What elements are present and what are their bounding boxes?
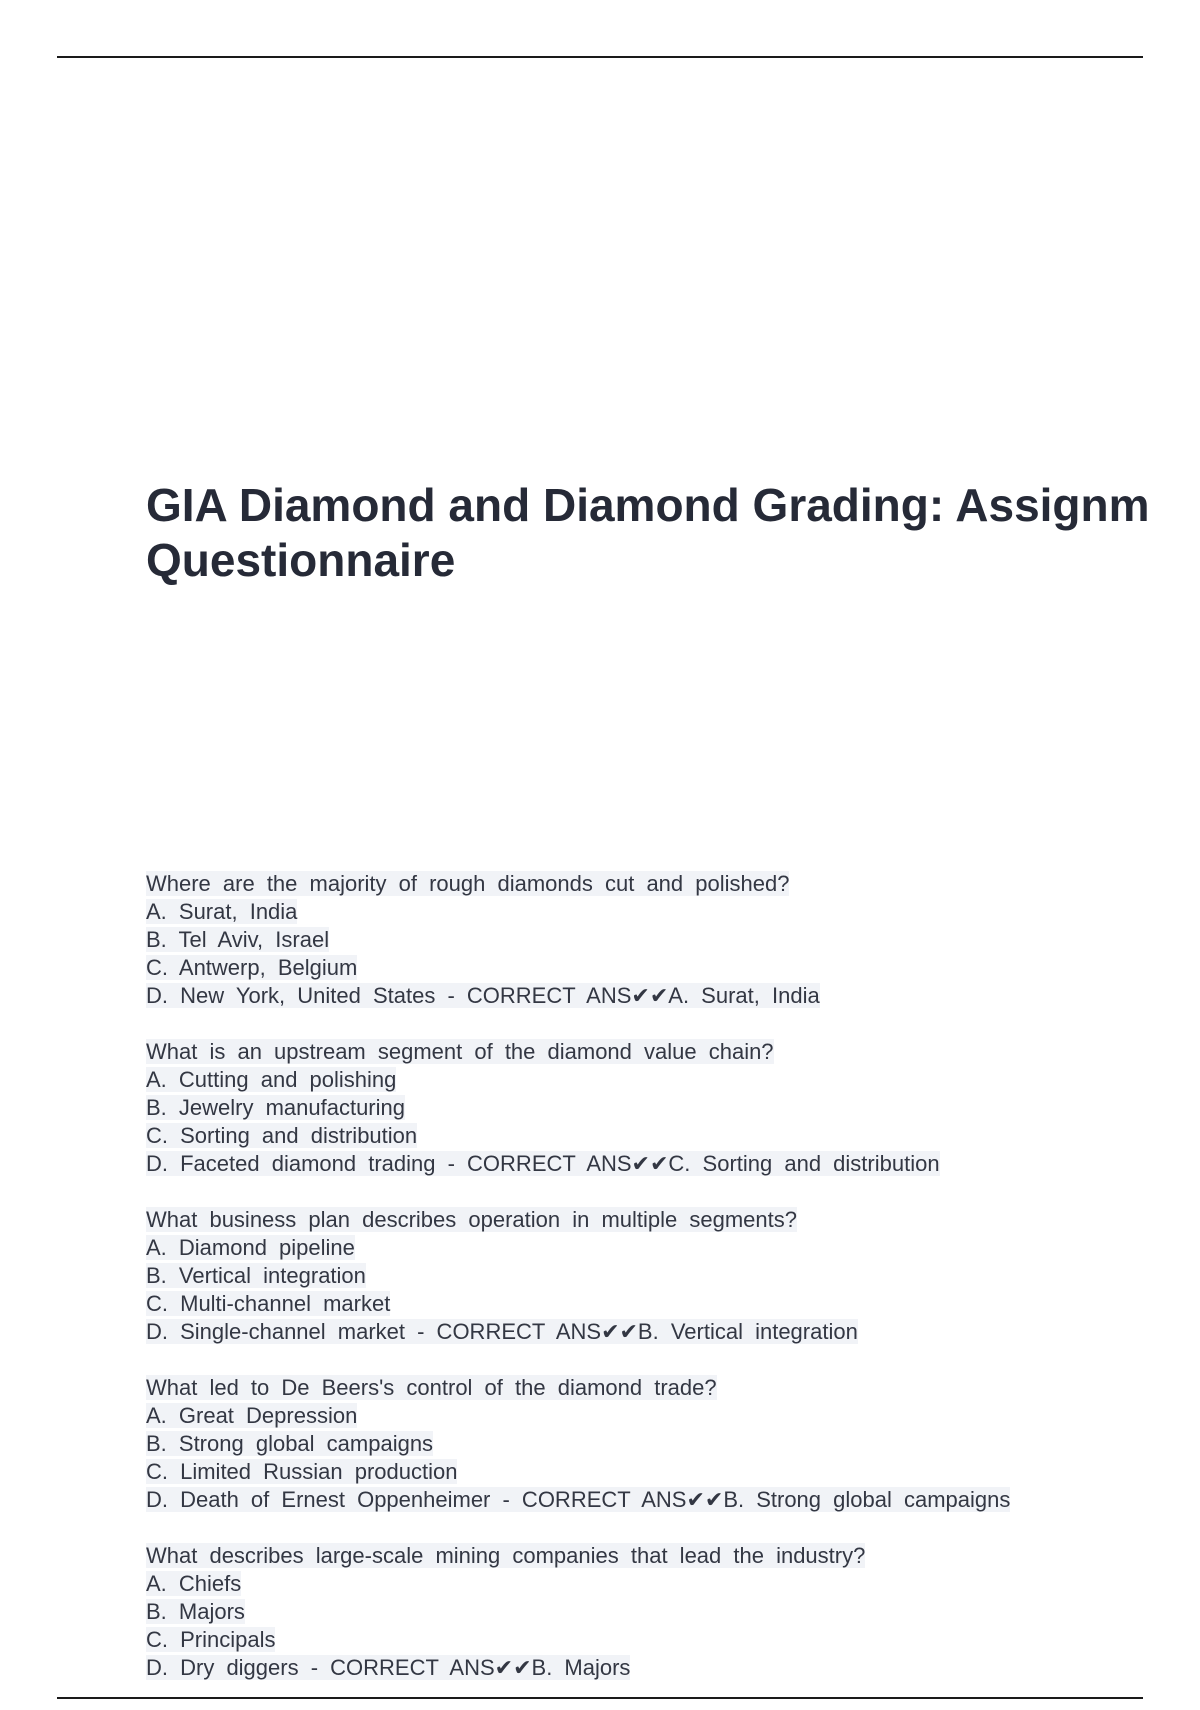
question-block-3 (146, 1206, 1146, 1346)
question-block-4 (146, 1374, 1146, 1514)
question-list (146, 870, 1146, 1710)
answer-option-c: C. Multi-channel market (146, 1291, 391, 1316)
question-text: What business plan describes operation in multiple segments? (146, 1207, 797, 1232)
answer-option-d-correct: D. Death of Ernest Oppenheimer - CORRECT ANS✔✔B. Strong global campaigns (146, 1487, 1011, 1512)
question-text: What describes large-scale mining companies that lead the industry? (146, 1543, 866, 1568)
question-text: What is an upstream segment of the diamond value chain? (146, 1039, 774, 1064)
answer-option-b: B. Majors (146, 1599, 245, 1624)
answer-option-d-correct: D. New York, United States - CORRECT ANS✔✔A. Surat, India (146, 983, 820, 1008)
answer-option-a: A. Surat, India (146, 899, 298, 924)
answer-option-a: A. Great Depression (146, 1403, 358, 1428)
answer-option-a: A. Cutting and polishing (146, 1067, 397, 1092)
answer-option-b: B. Vertical integration (146, 1263, 366, 1288)
title-line-1: GIA Diamond and Diamond Grading: Assignm (146, 479, 1150, 531)
question-block-5 (146, 1542, 1146, 1682)
answer-option-c: C. Limited Russian production (146, 1459, 458, 1484)
answer-option-c: C. Antwerp, Belgium (146, 955, 358, 980)
question-block-2 (146, 1038, 1146, 1178)
question-block-1 (146, 870, 1146, 1010)
answer-option-d-correct: D. Faceted diamond trading - CORRECT ANS✔✔C. Sorting and distribution (146, 1151, 940, 1176)
question-text: Where are the majority of rough diamonds cut and polished? (146, 871, 790, 896)
answer-option-c: C. Principals (146, 1627, 276, 1652)
answer-option-d-correct: D. Single-channel market - CORRECT ANS✔✔B. Vertical integration (146, 1319, 858, 1344)
answer-option-b: B. Tel Aviv, Israel (146, 927, 330, 952)
top-rule (57, 56, 1143, 58)
answer-option-a: A. Chiefs (146, 1571, 242, 1596)
answer-option-b: B. Strong global campaigns (146, 1431, 434, 1456)
answer-option-b: B. Jewelry manufacturing (146, 1095, 405, 1120)
answer-option-c: C. Sorting and distribution (146, 1123, 418, 1148)
answer-option-d-correct: D. Dry diggers - CORRECT ANS✔✔B. Majors (146, 1655, 631, 1680)
document-title (146, 478, 1200, 588)
title-line-2: Questionnaire (146, 534, 456, 586)
bottom-rule (57, 1697, 1143, 1699)
answer-option-a: A. Diamond pipeline (146, 1235, 355, 1260)
question-text: What led to De Beers's control of the diamond trade? (146, 1375, 717, 1400)
